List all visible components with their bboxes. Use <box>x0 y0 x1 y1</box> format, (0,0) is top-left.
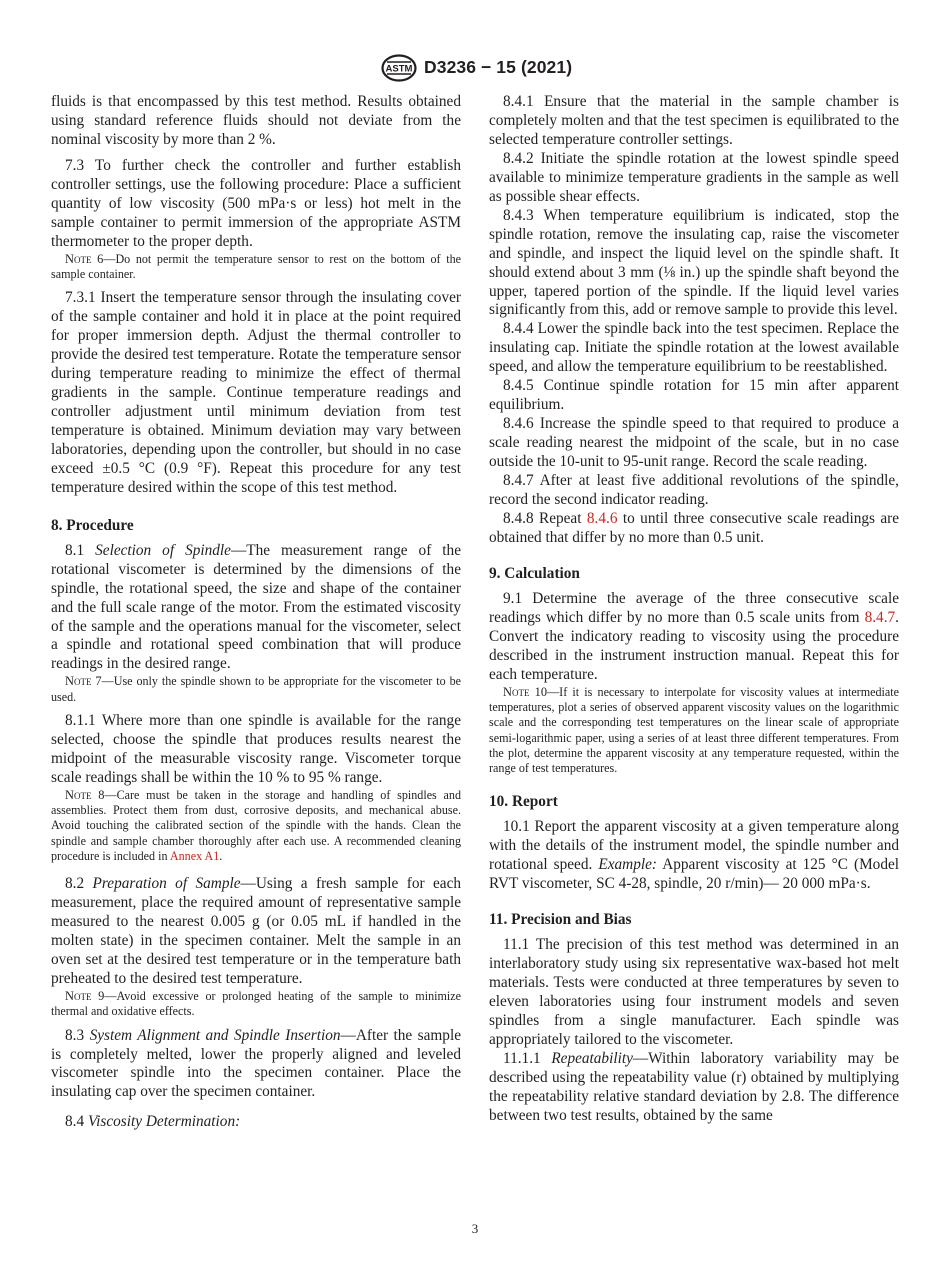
left-column <box>51 93 461 1132</box>
note-6-label: Note 6 <box>65 251 104 266</box>
note-9-label: Note 9 <box>65 988 105 1003</box>
note-10-label: Note 10 <box>503 684 548 699</box>
note-8-text: —Care must be taken in the storage and handling of spindles and assemblies. Protect them from dust, corrosive deposits, and mechanical abuse. Avoid touching the calibrated section of the spindle with the hands. Clean the spindle and sample chamber thoroughly after each use. A recommended cleaning procedure is included in <box>51 787 461 863</box>
section-9-heading: 9. Calculation <box>489 564 580 582</box>
paragraph-8-4-5: 8.4.5 Continue spindle rotation for 15 min after apparent equilibrium. <box>489 377 899 414</box>
system-alignment-title: System Alignment and Spindle Insertion <box>89 1026 341 1044</box>
paragraph-8-1: 8.1 Selection of Spindle—The measurement range of the rotational viscometer is determined by the dimensions of the spindle, the rotational speed, the size and shape of the container and the full scale range of the motor. From the estimated viscosity of the sample and the operations manual for the viscometer, select a spindle and rotational speed combination that will produce readings in the desired range. <box>51 541 461 673</box>
note-9-text: —Avoid excessive or prolonged heating of the sample to minimize thermal and oxidative effects. <box>51 988 461 1019</box>
paragraph-8-4-7: 8.4.7 After at least five additional revolutions of the spindle, record the second indicator reading. <box>489 472 899 509</box>
paragraph-9-1: 9.1 Determine the average of the three consecutive scale readings which differ by no more than 0.5 scale units from 8.4.7. Convert the indicatory reading to viscosity using the procedure described in the instrument instruction manual. Repeat this for each temperature. <box>489 589 899 683</box>
paragraph-11-1: 11.1 The precision of this test method was determined in an interlaboratory study using six representative wax-based hot melt materials. Tests were conducted at three temperatures by seven to eleven laboratories using four instrument models and seven spindles from a single manufacturer. Each spindle was appropriately tailored to the viscometer. <box>489 936 899 1048</box>
paragraph-8-4-6: 8.4.6 Increase the spindle speed to that required to produce a scale reading nearest the midpoint of the scale, but in no case outside the 10-unit to 95-unit range. Record the scale reading. <box>489 415 899 471</box>
paragraph-8-1-1: 8.1.1 Where more than one spindle is available for the range selected, choose the spindle that produces results nearest the midpoint of the measurable viscosity range. Viscometer torque scale readings shall be within the 10 % to 95 % range. <box>51 711 461 786</box>
logo-text: ASTM <box>385 63 413 75</box>
page-header <box>0 54 950 84</box>
page-number: 3 <box>471 1221 479 1236</box>
annex-a1-link[interactable]: Annex A1 <box>169 848 220 863</box>
paragraph-10-1: 10.1 Report the apparent viscosity at a given temperature along with the details of the instrument model, the spindle number and rotational speed. Example: Apparent viscosity at 125 °C (Model RVT viscometer, SC 4-28, spindle, 20 r/min)— 20 000 mPa·s. <box>489 818 900 893</box>
paragraph-11-1-1: 11.1.1 Repeatability—Within laboratory variability may be described using the repeatability value (r) obtained by multiplying the repeatability relative standard deviation by 2.8. The difference between two test results, obtained by the same <box>489 1049 899 1124</box>
right-column <box>489 93 899 1126</box>
paragraph-8-4: 8.4 Viscosity Determination: <box>65 1113 241 1131</box>
section-8-heading: 8. Procedure <box>51 516 134 534</box>
note-7 <box>51 674 461 705</box>
paragraph-8-3: 8.3 System Alignment and Spindle Insertion—After the sample is completely melted, lower the properly aligned and leveled viscometer spindle into the specimen container. Place the insulating cap over the specimen container. <box>51 1026 461 1101</box>
paragraph-8-4-1: 8.4.1 Ensure that the material in the sample chamber is completely molten and that the test specimen is equilibrated to the selected temperature controller settings. <box>489 93 899 148</box>
note-7-text: —Use only the spindle shown to be appropriate for the viscometer to be used. <box>51 674 461 704</box>
section-10-heading: 10. Report <box>489 793 558 811</box>
preparation-of-sample-title: Preparation of Sample <box>92 875 241 893</box>
note-6-text: —Do not permit the temperature sensor to rest on the bottom of the sample container. <box>51 251 461 281</box>
paragraph-8-4-4: 8.4.4 Lower the spindle back into the test specimen. Replace the insulating cap. Initiate the spindle rotation at the lowest available speed, and allow the temperature equilibrium to be reestablished. <box>489 320 899 376</box>
note-10-text: —If it is necessary to interpolate for viscosity values at intermediate temperatures, plot a series of observed apparent viscosity values on the logarithmic scale and the corresponding test temperatures on the linear scale of appropriate semi-logarithmic paper, using a series of at least three different temperatures. From the plot, determine the apparent viscosity at any temperature requested, within the range of test temperatures. <box>489 684 899 776</box>
paragraph-8-4-2: 8.4.2 Initiate the spindle rotation at the lowest spindle speed available to minimize temperature gradients in the sample as well as possible shear effects. <box>489 149 899 205</box>
note-8-label: Note 8 <box>65 787 105 802</box>
viscosity-determination-title: Viscosity Determination: <box>87 1113 241 1131</box>
paragraph-8-4-8: 8.4.8 Repeat 8.4.6 to until three consecutive scale readings are obtained that differ by no more than 0.5 unit. <box>489 509 900 546</box>
note-9 <box>51 989 461 1020</box>
repeatability-title: Repeatability <box>551 1049 633 1067</box>
section-11-heading: 11. Precision and Bias <box>489 911 632 929</box>
paragraph-7-3: 7.3 To further check the controller and further establish controller settings, use the following procedure: Place a sufficient quantity of low viscosity (500 mPa·s or less) hot melt in the sample container to permit immersion of the appropriate ASTM thermometer to the proper depth. <box>51 156 461 250</box>
note-7-label: Note 7 <box>65 674 102 689</box>
paragraph-7-3-1: 7.3.1 Insert the temperature sensor through the insulating cover of the sample container and hold it in place at the point required for proper immersion depth. Adjust the thermal controller to provide the desired test temperature. Rotate the temperature sensor during temperature reading to minimize the effect of thermal gradients in the sample. Continue temperature readings and controller adjustment until minimum deviation from test temperature is obtained. Minimum deviation may vary between laboratories, depending upon the controller, but should in no case exceed ±0.5 °C (0.9 °F). Repeat this procedure for any test temperature desired within the scope of this test method. <box>51 289 461 496</box>
example-label: Example: <box>598 856 657 874</box>
document-designation: D3236 − 15 (2021) <box>424 57 573 77</box>
note-8: Note 8—Care must be taken in the storage and handling of spindles and assemblies. Protect them from dust, corrosive deposits, and mechanical abuse. Avoid touching the calibrated section of the spindle with the hands. Clean the spindle and sample chamber thoroughly after each use. A recommended cleaning procedure is included in Annex A1. <box>51 787 461 863</box>
note-10 <box>489 685 899 777</box>
paragraph-8-4-3: 8.4.3 When temperature equilibrium is indicated, stop the spindle rotation, remove the insulating cap, raise the viscometer and spindle, and inspect the liquid level on the spindle shaft. It should extend about 3 mm (⅛ in.) up the spindle shaft beyond the upper, tapered portion of the spindle. If the liquid level varies significantly from this, add or remove sample to provide this level. <box>489 206 899 319</box>
astm-logo-icon <box>381 54 417 82</box>
paragraph-8-2: 8.2 Preparation of Sample—Using a fresh sample for each measurement, place the required amount of representative sample measured to the nearest 0.005 g (or 0.05 mL if handled in the molten state) in the specimen container. Melt the sample in an oven set at the desired test temperature or in the temperature bath preheated to the desired test temperature. <box>51 875 462 988</box>
selection-of-spindle-title: Selection of Spindle <box>95 541 231 559</box>
section-8-4-6-link[interactable]: 8.4.6 <box>586 509 618 527</box>
section-8-4-7-link[interactable]: 8.4.7 <box>864 608 896 626</box>
note-6 <box>51 252 461 283</box>
paragraph-7-2-continued: fluids is that encompassed by this test method. Results obtained using standard reference fluids should not deviate from the nominal viscosity by more than 2 %. <box>51 93 461 148</box>
